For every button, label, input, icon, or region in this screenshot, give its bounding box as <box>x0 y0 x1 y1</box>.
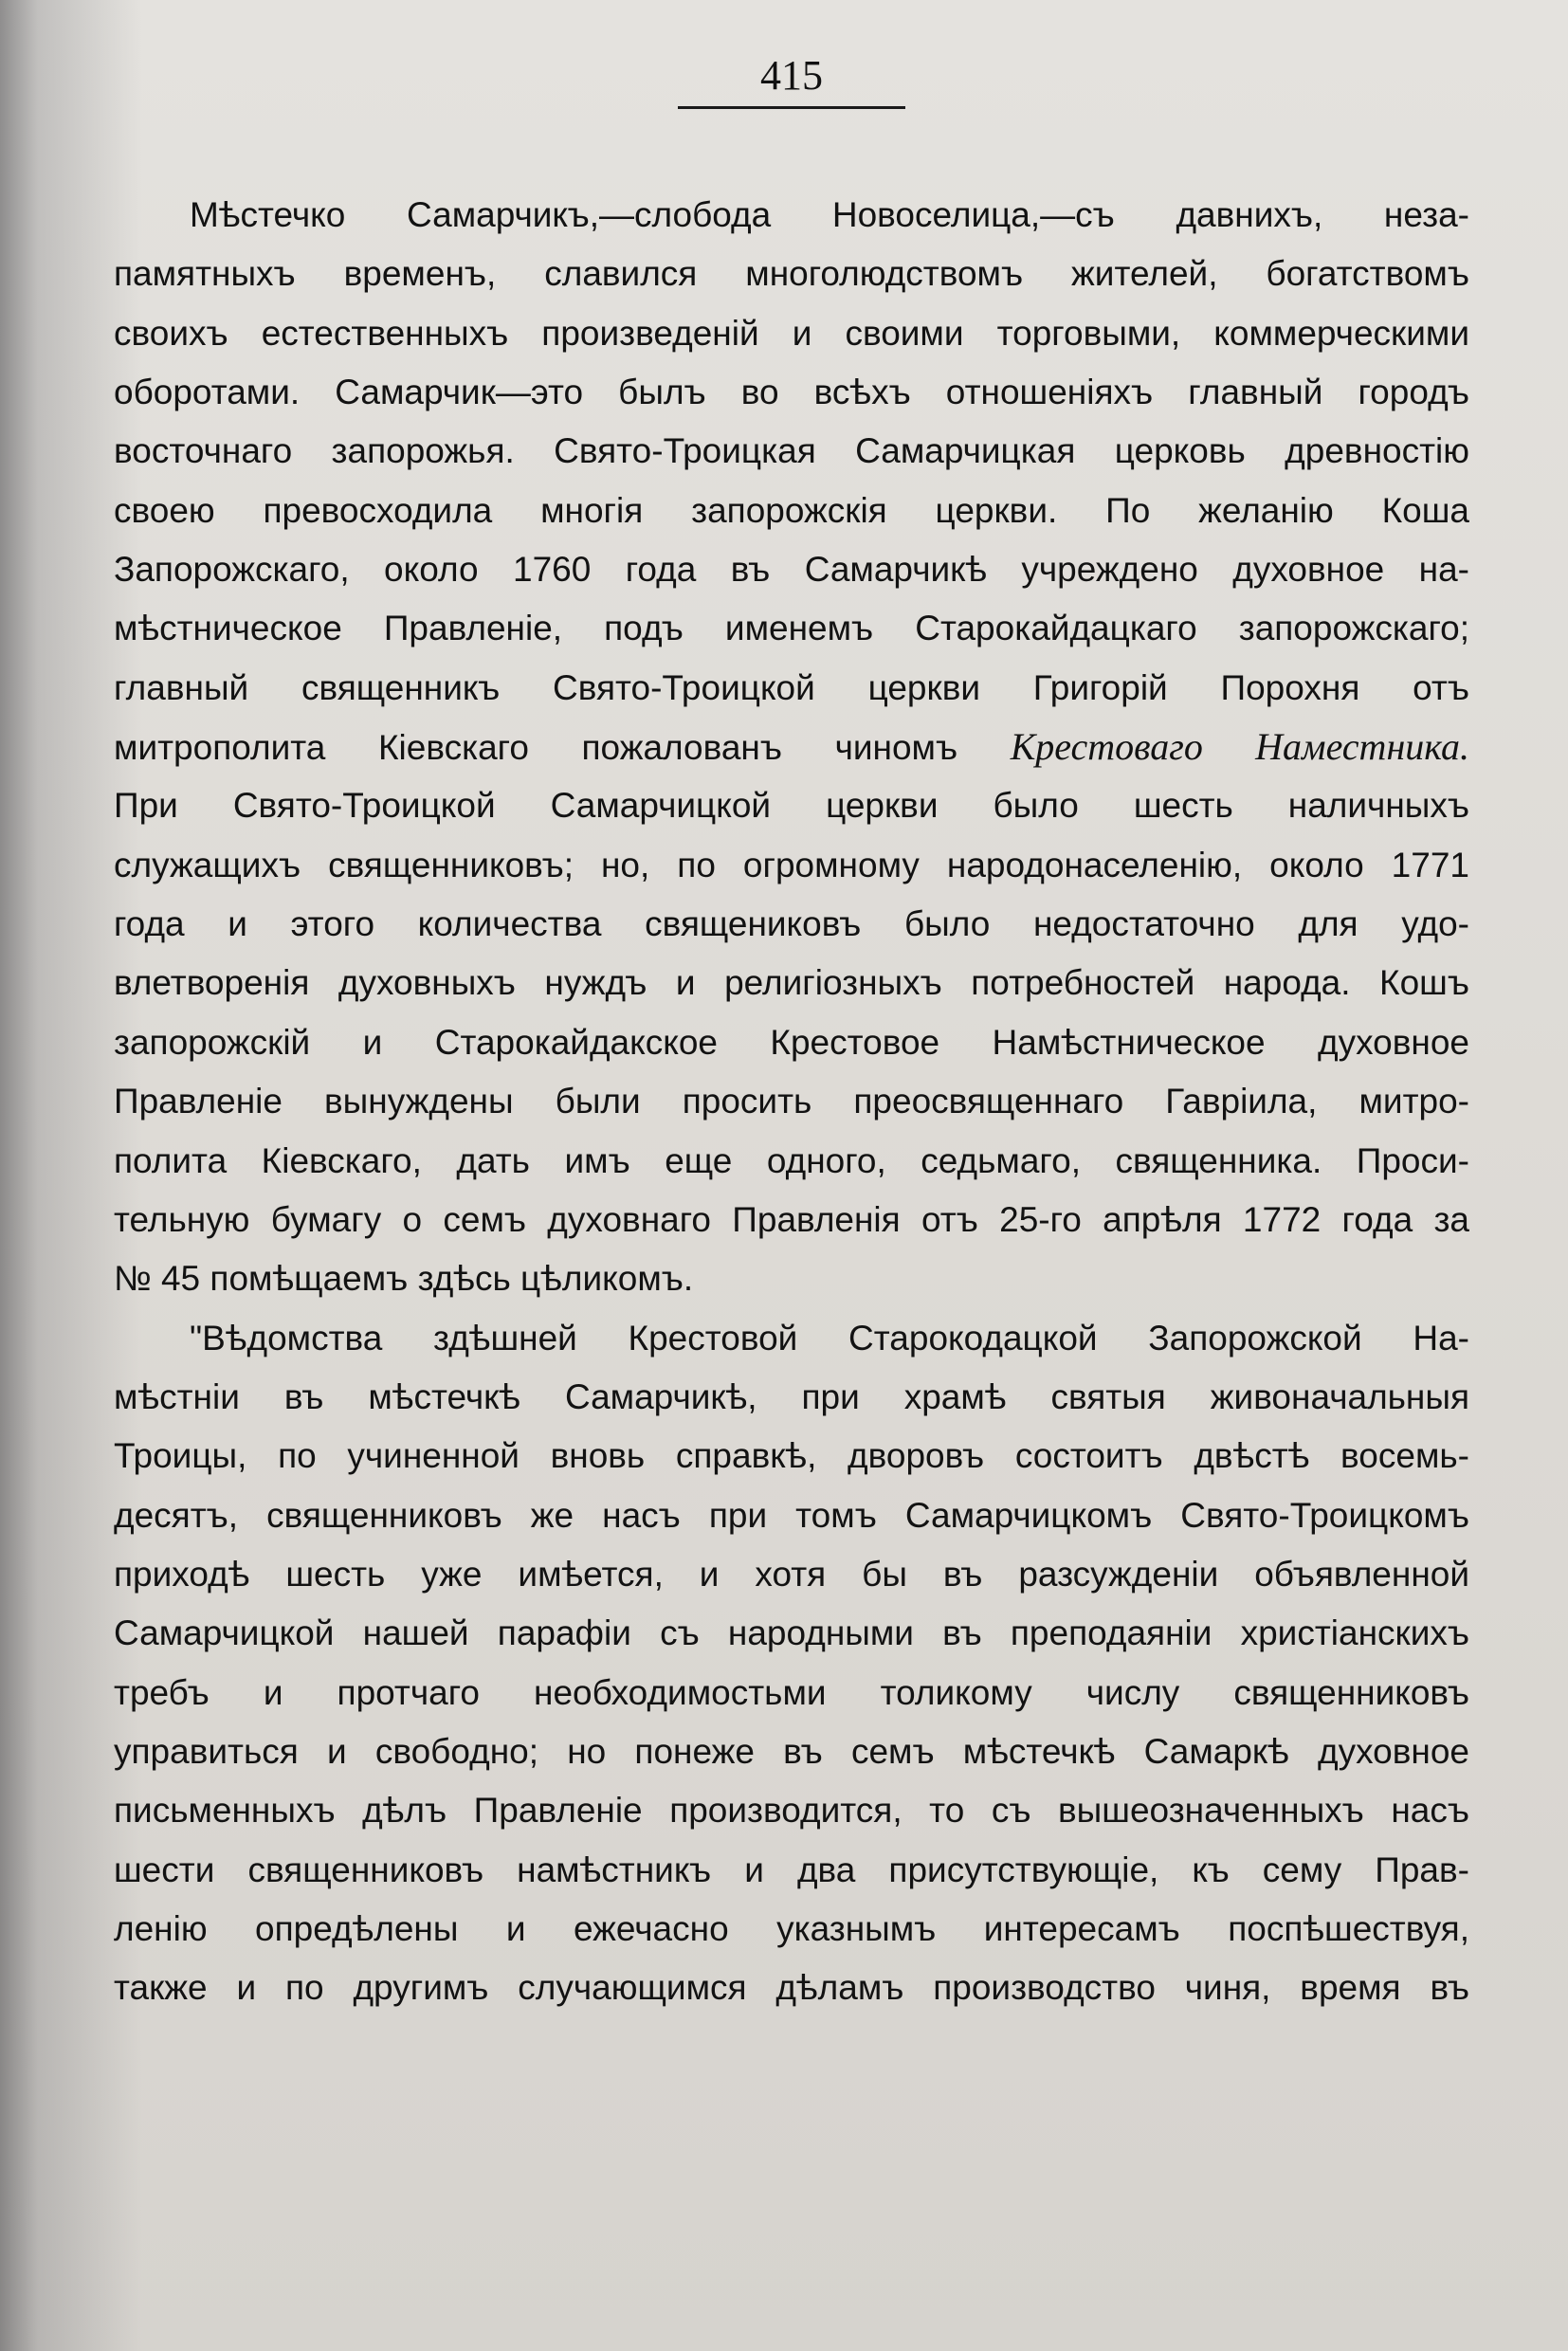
text-line: Мѣстечко Самарчикъ,—слобода Новоселица,—съ давнихъ, неза- <box>190 195 1469 234</box>
text-line: служащихъ священниковъ; но, по огромному народонаселенiю, около 1771 <box>114 845 1469 884</box>
header-rule <box>678 106 905 109</box>
text-line: письменныхъ дѣлъ Правленiе производится, то съ вышеозначенныхъ насъ <box>114 1791 1469 1831</box>
text-line: также и по другимъ случающимся дѣламъ производство чиня, время въ <box>114 1968 1469 2008</box>
text-line-with-italic <box>114 718 1469 776</box>
text-line: требъ и протчаго необходимостьми толикому числу священниковъ <box>114 1672 1469 1712</box>
text-line: своею превосходила многiя запорожскiя церкви. По желанiю Коша <box>114 490 1469 530</box>
text-line: мѣстническое Правленiе, подъ именемъ Старокайдацкаго запорожскаго; <box>114 609 1469 648</box>
text-line: полита Кiевскаго, дать имъ еще одного, седьмаго, священника. Проси- <box>114 1140 1469 1180</box>
text-line: управиться и свободно; но понеже въ семъ мѣстечкѣ Самаркѣ духовное <box>114 1731 1469 1771</box>
text-line: десятъ, священниковъ же насъ при томъ Самарчицкомъ Свято-Троицкомъ <box>114 1495 1469 1535</box>
text-line: оборотами. Самарчик—это былъ во всѣхъ отношенiяхъ главный городъ <box>114 373 1469 412</box>
text-line: "Вѣдомства здѣшней Крестовой Старокодацкой Запорожской На- <box>190 1318 1469 1358</box>
text-line: Запорожскаго, около 1760 года въ Самарчикѣ учреждено духовное на- <box>114 550 1469 590</box>
text-line: Самарчицкой нашей парафiи съ народными въ преподаянiи христiанскихъ <box>114 1613 1469 1653</box>
page-header <box>678 49 905 110</box>
text-line: приходѣ шесть уже имѣется, и хотя бы въ разсужденiи объявленной <box>114 1554 1469 1594</box>
text-line: тельную бумагу о семъ духовнаго Правленiя отъ 25-го апрѣля 1772 года за <box>114 1199 1469 1239</box>
text-line: года и этого количества священиковъ было недостаточно для удо- <box>114 904 1469 944</box>
text-line: мѣстнiи въ мѣстечкѣ Самарчикѣ, при храмѣ святыя живоначальныя <box>114 1376 1469 1416</box>
text-line: ленiю опредѣлены и ежечасно указнымъ интересамъ поспѣшествуя, <box>114 1908 1469 1948</box>
text-segment: митрополита Кiевскаго пожалованъ чиномъ <box>114 728 958 768</box>
italic-title-phrase: Крестоваго Наместника. <box>1010 725 1469 769</box>
text-line: памятныхъ временъ, славился многолюдствомъ жителей, богатствомъ <box>114 254 1469 294</box>
text-line: своихъ естественныхъ произведенiй и своими торговыми, коммерческими <box>114 313 1469 353</box>
text-line: влетворенiя духовныхъ нуждъ и религiозныхъ потребностей народа. Кошъ <box>114 963 1469 1003</box>
text-line: восточнаго запорожья. Свято-Троицкая Самарчицкая церковь древностiю <box>114 431 1469 471</box>
text-line: главный священникъ Свято-Троицкой церкви Григорiй Порохня отъ <box>114 667 1469 707</box>
text-line: При Свято-Троицкой Самарчицкой церкви было шесть наличныхъ <box>114 786 1469 826</box>
text-line: № 45 помѣщаемъ здѣсь цѣликомъ. <box>114 1259 694 1299</box>
text-line: шести священниковъ намѣстникъ и два присутствующiе, къ сему Прав- <box>114 1850 1469 1889</box>
text-line: Троицы, по учиненной вновь справкѣ, дворовъ состоитъ двѣстѣ восемь- <box>114 1436 1469 1476</box>
text-line: Правленiе вынуждены были просить преосвященнаго Гаврiила, митро- <box>114 1082 1469 1121</box>
body-text <box>114 186 1469 2018</box>
text-line: запорожскiй и Старокайдакское Крестовое Намѣстническое духовное <box>114 1022 1469 1062</box>
page-number: 415 <box>760 52 823 99</box>
